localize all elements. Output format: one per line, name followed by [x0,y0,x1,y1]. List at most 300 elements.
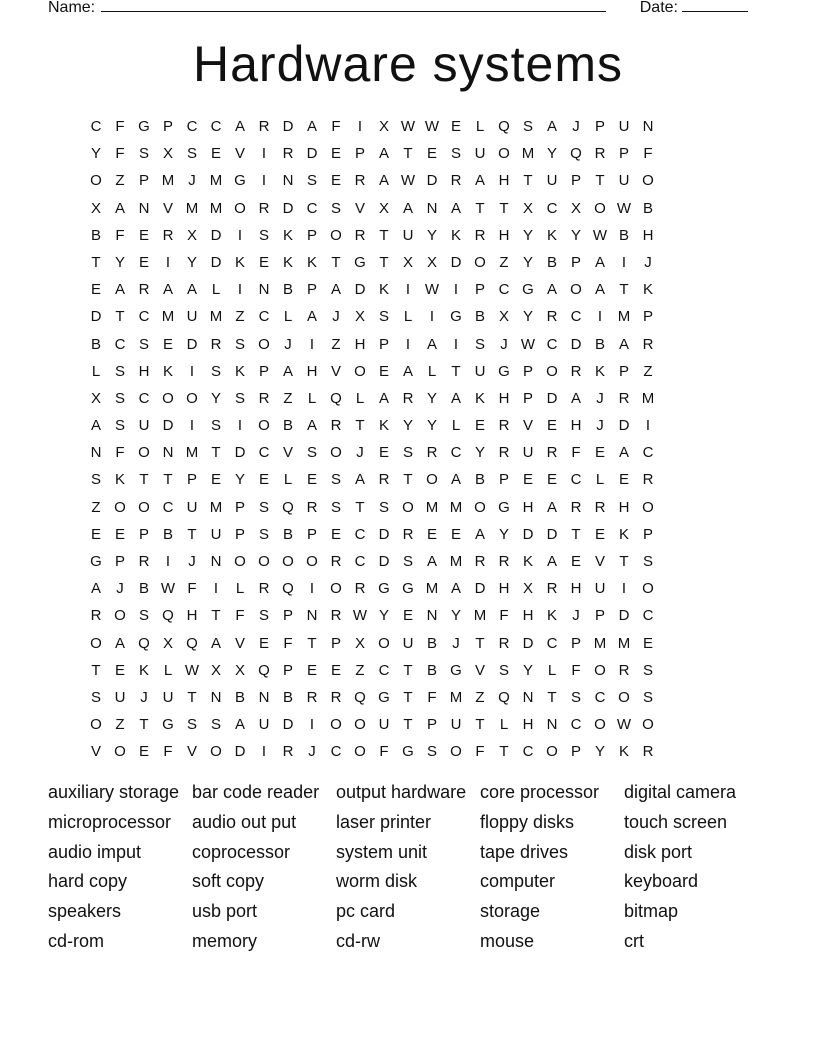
grid-letter[interactable]: U [186,308,198,326]
grid-letter[interactable]: R [618,389,630,407]
grid-letter[interactable]: E [522,471,533,489]
grid-letter[interactable]: A [426,553,437,570]
grid-letter[interactable]: B [282,688,293,706]
grid-letter[interactable]: R [498,553,510,570]
grid-letter[interactable]: Q [570,145,582,163]
grid-letter[interactable]: A [450,389,461,407]
grid-letter[interactable]: T [595,172,605,190]
grid-letter[interactable]: A [474,525,485,543]
grid-letter[interactable]: T [331,253,341,271]
grid-letter[interactable]: H [306,362,318,380]
grid-letter[interactable]: M [161,308,175,326]
grid-letter[interactable]: A [450,580,461,598]
grid-letter[interactable]: O [594,199,606,217]
grid-letter[interactable]: E [258,253,269,271]
grid-letter[interactable]: H [570,580,582,598]
grid-letter[interactable]: V [330,362,341,380]
grid-letter[interactable]: T [91,661,101,679]
grid-letter[interactable]: V [354,199,365,217]
grid-letter[interactable]: C [258,308,270,326]
grid-letter[interactable]: O [330,580,342,598]
grid-letter[interactable]: W [616,716,632,734]
grid-letter[interactable]: S [642,688,653,706]
grid-letter[interactable]: U [594,580,606,598]
grid-letter[interactable]: S [186,716,197,734]
grid-letter[interactable]: F [115,226,125,244]
grid-letter[interactable]: X [354,308,365,326]
grid-letter[interactable]: N [522,688,534,706]
grid-letter[interactable]: V [162,199,173,217]
grid-letter[interactable]: T [523,172,533,190]
grid-letter[interactable]: S [306,444,317,462]
grid-letter[interactable]: K [234,362,245,380]
grid-letter[interactable]: S [306,172,317,190]
grid-letter[interactable]: L [91,362,101,380]
grid-letter[interactable]: D [282,716,294,734]
grid-letter[interactable]: S [258,498,269,516]
grid-letter[interactable]: U [474,362,486,380]
grid-letter[interactable]: I [405,281,411,299]
grid-letter[interactable]: A [90,580,101,598]
grid-letter[interactable]: Y [522,226,533,244]
grid-letter[interactable]: S [474,335,485,353]
grid-letter[interactable]: W [520,335,536,353]
grid-letter[interactable]: H [354,335,366,353]
grid-letter[interactable]: U [162,688,174,706]
grid-letter[interactable]: K [522,553,533,570]
grid-letter[interactable]: C [378,661,390,679]
grid-letter[interactable]: M [449,553,463,570]
grid-letter[interactable]: H [498,389,510,407]
grid-letter[interactable]: P [234,498,245,516]
grid-letter[interactable]: E [210,471,221,489]
grid-letter[interactable]: J [284,335,292,353]
grid-letter[interactable]: A [234,716,245,734]
grid-letter[interactable]: R [642,471,654,489]
grid-letter[interactable]: K [138,661,149,679]
grid-letter[interactable]: E [330,661,341,679]
grid-letter[interactable]: G [162,716,174,734]
grid-letter[interactable]: U [138,417,150,435]
grid-letter[interactable]: C [90,118,102,135]
grid-letter[interactable]: P [282,607,293,625]
grid-letter[interactable]: A [546,118,557,135]
grid-letter[interactable]: R [258,118,270,135]
grid-letter[interactable]: D [450,253,462,271]
grid-letter[interactable]: R [618,661,630,679]
grid-letter[interactable]: N [258,688,270,706]
grid-letter[interactable]: I [405,335,411,353]
grid-letter[interactable]: T [451,362,461,380]
grid-letter[interactable]: B [546,253,557,271]
grid-letter[interactable]: M [209,308,223,326]
grid-letter[interactable]: O [210,743,222,761]
grid-letter[interactable]: R [474,226,486,244]
grid-letter[interactable]: P [498,471,509,489]
grid-letter[interactable]: B [426,661,437,679]
grid-letter[interactable]: T [403,716,413,734]
grid-letter[interactable]: T [187,688,197,706]
grid-letter[interactable]: I [237,281,243,299]
grid-letter[interactable]: Z [115,172,125,190]
grid-letter[interactable]: P [594,118,605,135]
grid-letter[interactable]: K [642,281,653,299]
grid-letter[interactable]: P [330,634,341,652]
grid-letter[interactable]: F [427,688,437,706]
grid-letter[interactable]: U [402,634,414,652]
grid-letter[interactable]: I [213,580,219,598]
grid-letter[interactable]: C [210,118,222,135]
grid-letter[interactable]: I [261,743,267,761]
grid-letter[interactable]: D [306,145,318,163]
grid-letter[interactable]: N [282,172,294,190]
grid-letter[interactable]: G [138,118,150,135]
grid-letter[interactable]: K [162,362,173,380]
grid-letter[interactable]: F [115,145,125,163]
grid-letter[interactable]: W [184,661,200,679]
grid-letter[interactable]: F [163,743,173,761]
grid-letter[interactable]: K [378,281,389,299]
grid-letter[interactable]: Y [426,226,437,244]
grid-letter[interactable]: M [641,389,655,407]
grid-letter[interactable]: Q [282,580,294,598]
grid-letter[interactable]: D [282,118,294,135]
grid-letter[interactable]: O [498,145,510,163]
grid-letter[interactable]: I [645,417,651,435]
grid-letter[interactable]: C [642,607,654,625]
grid-letter[interactable]: O [546,743,558,761]
grid-letter[interactable]: Q [162,607,174,625]
grid-letter[interactable]: E [642,634,653,652]
grid-letter[interactable]: X [90,199,101,217]
grid-letter[interactable]: U [114,688,126,706]
grid-letter[interactable]: H [498,226,510,244]
grid-letter[interactable]: F [571,444,581,462]
grid-letter[interactable]: T [403,661,413,679]
grid-letter[interactable]: D [570,335,582,353]
grid-letter[interactable]: F [643,145,653,163]
grid-letter[interactable]: T [499,743,509,761]
grid-letter[interactable]: T [211,444,221,462]
grid-letter[interactable]: P [570,253,581,271]
grid-letter[interactable]: N [90,444,102,462]
grid-letter[interactable]: B [282,525,293,543]
grid-letter[interactable]: A [618,335,629,353]
grid-letter[interactable]: C [138,308,150,326]
grid-letter[interactable]: R [642,743,654,761]
grid-letter[interactable]: H [186,607,198,625]
grid-letter[interactable]: O [114,607,126,625]
grid-letter[interactable]: P [642,525,653,543]
grid-letter[interactable]: S [330,498,341,516]
grid-letter[interactable]: E [306,471,317,489]
grid-letter[interactable]: J [572,118,580,135]
grid-letter[interactable]: L [547,661,557,679]
grid-letter[interactable]: I [189,362,195,380]
grid-letter[interactable]: A [234,118,245,135]
grid-letter[interactable]: S [570,688,581,706]
grid-letter[interactable]: N [426,199,438,217]
grid-letter[interactable]: G [378,580,390,598]
grid-letter[interactable]: K [114,471,125,489]
grid-letter[interactable]: X [162,634,173,652]
grid-letter[interactable]: T [379,253,389,271]
grid-letter[interactable]: S [378,498,389,516]
grid-letter[interactable]: O [474,498,486,516]
grid-letter[interactable]: Y [594,743,605,761]
grid-letter[interactable]: C [138,389,150,407]
grid-letter[interactable]: F [115,444,125,462]
grid-letter[interactable]: J [500,335,508,353]
grid-letter[interactable]: D [522,525,534,543]
grid-letter[interactable]: Z [475,688,485,706]
grid-letter[interactable]: O [306,553,318,570]
grid-letter[interactable]: B [282,417,293,435]
grid-letter[interactable]: R [570,498,582,516]
grid-letter[interactable]: Y [522,308,533,326]
grid-letter[interactable]: O [258,335,270,353]
grid-letter[interactable]: C [258,444,270,462]
grid-letter[interactable]: W [160,580,176,598]
grid-letter[interactable]: R [282,743,294,761]
grid-letter[interactable]: L [451,417,461,435]
grid-letter[interactable]: H [522,716,534,734]
grid-letter[interactable]: W [592,226,608,244]
grid-letter[interactable]: S [522,118,533,135]
grid-letter[interactable]: H [570,417,582,435]
grid-letter[interactable]: Y [522,661,533,679]
grid-letter[interactable]: R [570,362,582,380]
grid-letter[interactable]: L [235,580,245,598]
grid-letter[interactable]: U [546,172,558,190]
grid-letter[interactable]: I [261,145,267,163]
grid-letter[interactable]: D [378,553,390,570]
grid-letter[interactable]: O [330,444,342,462]
grid-letter[interactable]: E [378,444,389,462]
grid-letter[interactable]: G [402,743,414,761]
grid-letter[interactable]: J [644,253,652,271]
grid-letter[interactable]: Z [283,389,293,407]
grid-letter[interactable]: H [618,498,630,516]
grid-letter[interactable]: J [596,389,604,407]
grid-letter[interactable]: U [186,498,198,516]
grid-letter[interactable]: H [642,226,654,244]
grid-letter[interactable]: T [499,199,509,217]
grid-letter[interactable]: V [90,743,101,761]
grid-letter[interactable]: Y [90,145,101,163]
grid-letter[interactable]: S [210,417,221,435]
grid-letter[interactable]: C [546,634,558,652]
grid-letter[interactable]: R [594,498,606,516]
grid-letter[interactable]: R [498,417,510,435]
grid-letter[interactable]: T [139,716,149,734]
grid-letter[interactable]: L [163,661,173,679]
grid-letter[interactable]: C [114,335,126,353]
grid-letter[interactable]: O [642,498,654,516]
grid-letter[interactable]: R [330,688,342,706]
grid-letter[interactable]: I [189,417,195,435]
grid-letter[interactable]: D [546,389,558,407]
grid-letter[interactable]: P [594,607,605,625]
grid-letter[interactable]: P [258,362,269,380]
grid-letter[interactable]: C [330,743,342,761]
grid-letter[interactable]: I [237,417,243,435]
grid-letter[interactable]: S [210,362,221,380]
grid-letter[interactable]: Q [282,498,294,516]
grid-letter[interactable]: T [403,471,413,489]
grid-letter[interactable]: S [210,716,221,734]
grid-letter[interactable]: E [138,226,149,244]
grid-letter[interactable]: C [522,743,534,761]
grid-letter[interactable]: A [378,145,389,163]
grid-letter[interactable]: E [330,172,341,190]
grid-letter[interactable]: D [426,172,438,190]
grid-letter[interactable]: S [138,607,149,625]
grid-letter[interactable]: A [282,362,293,380]
grid-letter[interactable]: O [594,661,606,679]
grid-letter[interactable]: F [115,118,125,135]
grid-letter[interactable]: G [498,362,510,380]
grid-letter[interactable]: A [378,172,389,190]
grid-letter[interactable]: J [356,444,364,462]
grid-letter[interactable]: B [90,226,101,244]
grid-letter[interactable]: M [593,634,607,652]
grid-letter[interactable]: W [424,281,440,299]
grid-letter[interactable]: Q [354,688,366,706]
grid-letter[interactable]: Y [234,471,245,489]
grid-letter[interactable]: F [235,607,245,625]
grid-letter[interactable]: Y [498,525,509,543]
grid-letter[interactable]: R [90,607,102,625]
grid-letter[interactable]: T [355,498,365,516]
grid-letter[interactable]: O [234,553,246,570]
grid-letter[interactable]: V [282,444,293,462]
grid-letter[interactable]: Y [114,253,125,271]
grid-letter[interactable]: Y [210,389,221,407]
grid-letter[interactable]: J [332,308,340,326]
grid-letter[interactable]: O [234,199,246,217]
grid-letter[interactable]: E [594,444,605,462]
grid-letter[interactable]: E [138,743,149,761]
grid-letter[interactable]: S [114,417,125,435]
grid-letter[interactable]: X [162,145,173,163]
grid-letter[interactable]: K [618,525,629,543]
grid-letter[interactable]: P [138,172,149,190]
grid-letter[interactable]: O [426,471,438,489]
grid-letter[interactable]: G [378,688,390,706]
grid-letter[interactable]: M [425,580,439,598]
grid-letter[interactable]: L [307,389,317,407]
grid-letter[interactable]: Z [331,335,341,353]
grid-letter[interactable]: R [594,145,606,163]
grid-letter[interactable]: Z [91,498,101,516]
grid-letter[interactable]: M [521,145,535,163]
grid-letter[interactable]: B [234,688,245,706]
grid-letter[interactable]: X [210,661,221,679]
grid-letter[interactable]: B [162,525,173,543]
grid-letter[interactable]: I [453,335,459,353]
grid-letter[interactable]: B [426,634,437,652]
grid-letter[interactable]: R [258,199,270,217]
grid-letter[interactable]: G [90,553,102,570]
grid-letter[interactable]: P [570,172,581,190]
grid-letter[interactable]: O [90,634,102,652]
grid-letter[interactable]: P [522,389,533,407]
grid-letter[interactable]: C [162,498,174,516]
grid-letter[interactable]: E [426,525,437,543]
grid-letter[interactable]: S [258,607,269,625]
grid-letter[interactable]: C [570,308,582,326]
grid-letter[interactable]: L [211,281,221,299]
grid-letter[interactable]: I [453,281,459,299]
grid-letter[interactable]: M [617,634,631,652]
grid-letter[interactable]: R [546,580,558,598]
grid-letter[interactable]: I [237,226,243,244]
grid-letter[interactable]: G [522,281,534,299]
grid-letter[interactable]: K [594,362,605,380]
grid-letter[interactable]: R [330,553,342,570]
grid-letter[interactable]: K [474,389,485,407]
grid-letter[interactable]: C [354,553,366,570]
grid-letter[interactable]: B [138,580,149,598]
grid-letter[interactable]: T [475,199,485,217]
grid-letter[interactable]: S [402,553,413,570]
grid-letter[interactable]: M [161,172,175,190]
grid-letter[interactable]: J [308,743,316,761]
grid-letter[interactable]: D [90,308,102,326]
grid-letter[interactable]: C [570,716,582,734]
grid-letter[interactable]: N [306,607,318,625]
grid-letter[interactable]: T [619,553,629,570]
grid-letter[interactable]: O [162,389,174,407]
grid-letter[interactable]: A [546,281,557,299]
grid-letter[interactable]: D [618,607,630,625]
grid-letter[interactable]: P [114,553,125,570]
grid-letter[interactable]: E [90,281,101,299]
grid-letter[interactable]: I [597,308,603,326]
grid-letter[interactable]: A [354,471,365,489]
grid-letter[interactable]: A [546,553,557,570]
grid-letter[interactable]: N [426,607,438,625]
grid-letter[interactable]: K [450,226,461,244]
grid-letter[interactable]: E [330,145,341,163]
grid-letter[interactable]: A [162,281,173,299]
grid-letter[interactable]: P [642,308,653,326]
grid-letter[interactable]: M [209,498,223,516]
grid-letter[interactable]: U [258,716,270,734]
grid-letter[interactable]: P [162,118,173,135]
grid-letter[interactable]: D [522,634,534,652]
grid-letter[interactable]: S [234,335,245,353]
grid-letter[interactable]: E [594,525,605,543]
grid-letter[interactable]: U [618,172,630,190]
grid-letter[interactable]: T [211,607,221,625]
grid-letter[interactable]: O [354,743,366,761]
grid-letter[interactable]: F [475,743,485,761]
grid-letter[interactable]: B [474,308,485,326]
grid-letter[interactable]: A [210,634,221,652]
grid-letter[interactable]: G [450,661,462,679]
grid-letter[interactable]: D [234,743,246,761]
grid-letter[interactable]: R [138,553,150,570]
grid-letter[interactable]: R [306,688,318,706]
grid-letter[interactable]: N [162,444,174,462]
grid-letter[interactable]: A [114,281,125,299]
grid-letter[interactable]: A [306,308,317,326]
grid-letter[interactable]: L [403,308,413,326]
grid-letter[interactable]: I [165,253,171,271]
grid-letter[interactable]: T [403,145,413,163]
